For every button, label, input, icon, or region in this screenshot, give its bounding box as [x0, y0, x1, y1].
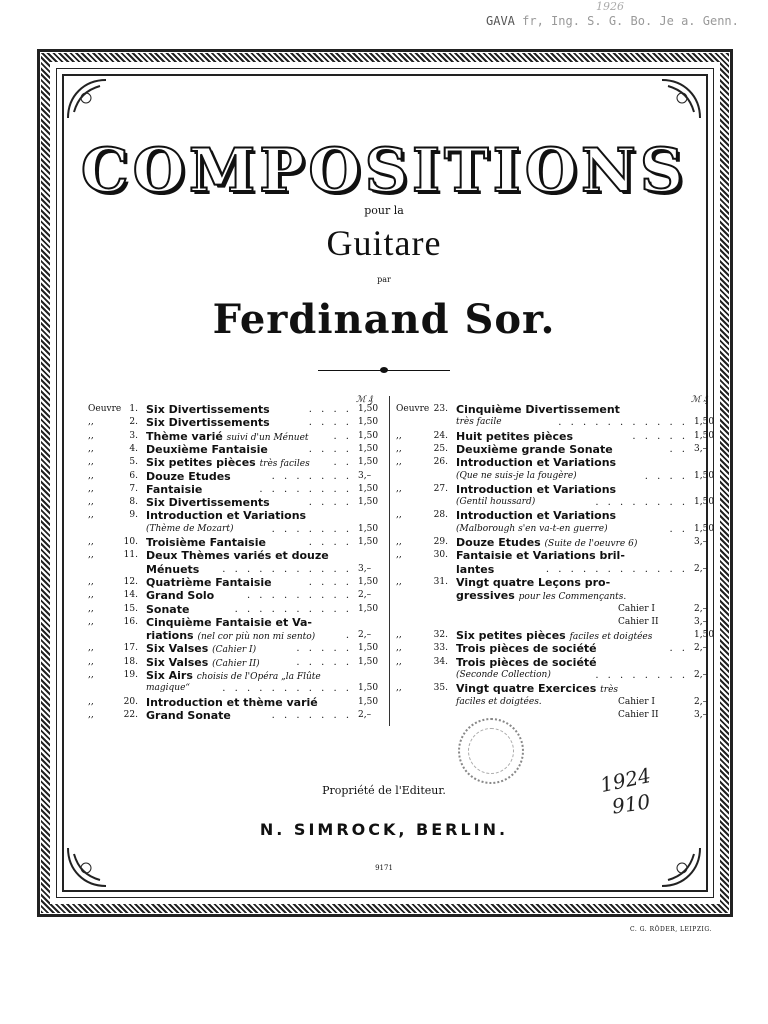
work-title: Introduction et Variations — [456, 482, 617, 496]
opus-number: 5. — [129, 457, 138, 468]
opus-prefix: ,, — [396, 510, 402, 521]
handwritten-number-1: 1924 — [598, 762, 653, 798]
opus-prefix: ,, — [396, 630, 402, 641]
work-title: Thème varié — [146, 429, 223, 443]
opus-prefix: ,, — [88, 709, 94, 720]
work-title: Douze Etudes — [146, 469, 231, 483]
work-title: Introduction et Variations — [456, 456, 617, 470]
work-entry — [88, 656, 384, 669]
work-entry — [396, 603, 712, 616]
opus-number: 12. — [123, 576, 138, 587]
work-entry — [88, 576, 384, 589]
work-entry — [396, 576, 712, 589]
opus-number: 35. — [433, 683, 448, 694]
work-price: 1,50 — [358, 417, 379, 428]
work-entry — [88, 696, 384, 709]
opus-number: 14. — [123, 590, 138, 601]
work-price: 1,50 — [694, 630, 715, 641]
work-price: 3,– — [694, 616, 708, 627]
work-note: choisis de l'Opéra „la Flûte — [196, 672, 321, 682]
opus-number: 15. — [123, 603, 138, 614]
work-entry — [88, 589, 384, 602]
stamp-number: 1926 — [596, 0, 624, 13]
work-price: 1,50 — [358, 443, 379, 454]
work-entry — [88, 616, 384, 629]
work-entry — [396, 656, 712, 669]
work-title: Cinquième Fantaisie et Va- — [146, 615, 312, 629]
work-title: Introduction et thème varié — [146, 695, 318, 709]
work-title: Six Divertissements — [146, 496, 270, 510]
opus-prefix: ,, — [88, 576, 94, 587]
work-title: Six Divertissements — [146, 416, 270, 430]
work-price: 1,50 — [694, 523, 715, 534]
dot-leader: . . . . — [308, 537, 352, 548]
publisher-name: N. SIMROCK, BERLIN. — [259, 820, 509, 839]
work-price: 1,50 — [358, 576, 379, 587]
work-note: (Cahier II) — [212, 658, 260, 669]
dot-leader: . . . . . . . — [271, 709, 352, 721]
work-entry — [396, 709, 712, 722]
work-price: 2,– — [694, 643, 708, 654]
work-title-continued: lantes — [456, 562, 495, 576]
work-entry — [88, 603, 384, 616]
library-seal-inner — [468, 728, 514, 774]
work-entry — [88, 443, 384, 456]
dot-leader: . . . . . . . . . . — [234, 603, 352, 615]
dot-leader: . . . . . . . . . . . — [558, 417, 688, 429]
dot-leader: . . . . — [308, 443, 352, 455]
opus-number: 23. — [433, 404, 448, 414]
work-subtitle: très facile — [456, 417, 502, 428]
dot-leader: . . . . . . . — [271, 523, 352, 535]
work-entry — [396, 483, 712, 496]
work-price: 1,50 — [358, 523, 379, 534]
work-entry — [396, 696, 712, 709]
opus-number: 2. — [129, 417, 138, 428]
opus-prefix: ,, — [88, 603, 94, 614]
opus-number: 22. — [123, 709, 138, 720]
work-entry — [88, 430, 384, 443]
work-title: Introduction et Variations — [456, 509, 617, 523]
opus-prefix: ,, — [88, 696, 94, 707]
opus-prefix: ,, — [396, 683, 402, 694]
opus-prefix: ,, — [396, 537, 402, 547]
column-separator — [389, 396, 390, 726]
dot-leader: . . — [669, 643, 688, 655]
work-price: 2,– — [694, 670, 708, 680]
dot-leader: . . . . . . . . — [595, 497, 688, 509]
work-title: Deuxième grande Sonate — [456, 442, 613, 456]
work-title: Douze Etudes — [456, 536, 541, 549]
opus-prefix: ,, — [88, 430, 94, 441]
dot-leader: . . . . . . . — [271, 470, 352, 482]
work-entry — [88, 536, 384, 549]
dot-leader: . . . . . — [632, 430, 688, 442]
work-entry — [396, 563, 712, 576]
opus-number: 18. — [123, 656, 138, 667]
opus-prefix: ,, — [88, 537, 94, 547]
opus-number: 31. — [433, 576, 448, 587]
ornament-corner-icon — [64, 76, 110, 122]
work-title: Introduction et Variations — [146, 509, 307, 523]
main-title: COMPOSITIONS — [80, 136, 688, 206]
dot-leader: . . — [333, 430, 352, 442]
work-note: suivi d'un Ménuet — [226, 432, 309, 443]
handwritten-number-2: 910 — [610, 789, 652, 819]
work-entry — [396, 443, 712, 456]
work-entry — [396, 470, 715, 483]
opus-number: 29. — [433, 537, 448, 547]
work-entry — [88, 549, 384, 562]
work-entry — [88, 470, 384, 483]
work-note: pour les Commençants. — [518, 592, 627, 603]
work-price: 3,– — [358, 470, 372, 481]
work-entry — [396, 496, 715, 509]
work-title: Six petites pièces — [146, 456, 256, 470]
work-price: 1,50 — [694, 497, 715, 508]
opus-number: 26. — [433, 457, 448, 468]
work-title: Deux Thèmes variés et douze — [146, 549, 329, 563]
work-subtitle: (Gentil houssard) — [456, 497, 536, 508]
work-entry — [396, 669, 712, 682]
opus-number: 8. — [129, 497, 138, 508]
work-title: Six petites pièces — [456, 629, 566, 643]
cahier-label: Cahier II — [618, 616, 659, 627]
library-stamp-top — [486, 14, 739, 28]
work-price: 1,50 — [358, 457, 379, 468]
opus-number: 3. — [129, 430, 138, 441]
work-title: Grand Solo — [146, 589, 215, 603]
work-note: très — [600, 685, 619, 696]
opus-prefix: ,, — [88, 590, 94, 601]
dot-leader: . . . . . . . . — [259, 483, 352, 495]
work-price: 1,50 — [358, 483, 379, 494]
opus-prefix: Oeuvre — [88, 404, 122, 414]
dot-leader: . . . . — [308, 497, 352, 509]
opus-prefix: ,, — [396, 550, 402, 561]
work-price: 2,– — [358, 590, 372, 601]
dot-leader: . . . . . . . . . . . — [222, 563, 352, 575]
work-entry — [396, 589, 712, 602]
opus-number: 27. — [433, 483, 448, 494]
work-title: Trois pièces de société — [456, 642, 597, 656]
work-title: Quatrième Fantaisie — [146, 575, 272, 589]
title-par: par — [377, 275, 391, 284]
opus-prefix: ,, — [88, 550, 94, 561]
work-note: (nel cor più non mi sento) — [197, 632, 316, 643]
opus-prefix: ,, — [396, 443, 402, 454]
work-subtitle: (Thème de Mozart) — [146, 523, 234, 534]
work-title: Sonate — [146, 602, 190, 616]
dot-leader: . . . . — [308, 404, 352, 415]
cahier-label: Cahier I — [618, 603, 655, 614]
work-entry — [88, 416, 384, 429]
work-note: très faciles — [259, 459, 310, 470]
opus-number: 28. — [433, 510, 448, 521]
opus-number: 32. — [433, 630, 448, 641]
work-entry — [396, 416, 715, 429]
work-price: 3,– — [694, 537, 708, 547]
dot-leader: . . — [669, 443, 688, 455]
opus-prefix: Oeuvre — [396, 404, 430, 414]
work-title: Six Divertissements — [146, 403, 270, 416]
opus-number: 33. — [433, 643, 448, 654]
work-price: 1,50 — [358, 430, 379, 441]
work-title: Six Valses — [146, 642, 209, 656]
work-entry — [88, 483, 384, 496]
work-entry — [88, 509, 384, 522]
work-entry — [396, 616, 712, 629]
cahier-label: Cahier II — [618, 709, 659, 720]
work-entry — [88, 709, 384, 722]
work-subtitle: (Que ne suis-je la fougère) — [456, 470, 577, 481]
work-entry — [88, 629, 384, 642]
dot-leader: . . . . . . . . . . . . — [545, 563, 688, 575]
work-entry — [396, 429, 715, 443]
work-title: Huit petites pièces — [456, 429, 573, 443]
work-entry — [88, 403, 384, 416]
work-price: 2,– — [694, 603, 708, 614]
work-price: 2,– — [358, 630, 372, 641]
work-entry — [88, 669, 384, 682]
opus-prefix: ,, — [88, 470, 94, 481]
dot-leader: . . . . . . . . — [595, 670, 688, 681]
work-price: 1,50 — [358, 656, 379, 667]
work-title-continued: Ménuets — [146, 562, 200, 576]
work-entry — [396, 642, 712, 655]
opus-number: 17. — [123, 643, 138, 654]
dot-leader: . . . . — [308, 576, 352, 588]
title-pour: pour la — [364, 204, 404, 217]
opus-number: 1. — [129, 404, 138, 414]
work-title: Grand Sonate — [146, 708, 231, 722]
work-entry — [396, 682, 712, 695]
work-title-continued: riations — [146, 629, 194, 643]
opus-prefix: ,, — [88, 443, 94, 454]
opus-number: 25. — [433, 443, 448, 454]
opus-prefix: ,, — [396, 643, 402, 654]
work-entry — [396, 456, 712, 469]
work-title: Fantaisie — [146, 482, 203, 496]
work-price: 1,50 — [358, 643, 379, 654]
work-price: 1,50 — [694, 470, 715, 481]
opus-number: 20. — [123, 696, 138, 707]
opus-number: 4. — [129, 443, 138, 454]
ornament-corner-icon — [658, 76, 704, 122]
stamp-top-line: GAVA — [486, 14, 515, 28]
work-entry — [88, 563, 384, 576]
work-title: Six Airs — [146, 669, 193, 682]
dot-leader: . . . . . — [296, 656, 352, 668]
work-subtitle: (Malborough s'en va-t-en guerre) — [456, 523, 608, 534]
work-title: Six Valses — [146, 655, 209, 669]
work-entry — [396, 629, 715, 643]
opus-number: 24. — [433, 430, 448, 441]
opus-prefix: ,, — [88, 483, 94, 494]
work-price: 1,50 — [358, 404, 379, 414]
work-price: 1,50 — [694, 417, 715, 428]
work-entry — [396, 523, 715, 536]
work-entry — [88, 456, 384, 469]
opus-number: 6. — [129, 470, 138, 481]
plate-number: 9171 — [375, 864, 393, 872]
work-price: 2,– — [358, 709, 372, 720]
opus-number: 19. — [123, 670, 138, 680]
work-entry — [88, 642, 384, 655]
work-price: 1,50 — [358, 683, 379, 694]
work-price: 1,50 — [358, 696, 379, 707]
work-title: Deuxième Fantaisie — [146, 442, 268, 456]
opus-prefix: ,, — [88, 643, 94, 654]
work-title: Troisième Fantaisie — [146, 536, 266, 549]
opus-prefix: ,, — [396, 483, 402, 494]
stamp-top-rest: fr, Ing. S. G. Bo. Je a. Genn. — [522, 14, 739, 28]
work-price: 3,– — [694, 709, 708, 720]
work-entry — [396, 509, 712, 522]
work-price: 2,– — [694, 696, 708, 707]
work-title: Vingt quatre Exercices — [456, 682, 597, 696]
work-note: (Suite de l'oeuvre 6) — [544, 539, 638, 549]
work-subtitle: magique“ — [146, 683, 191, 694]
opus-prefix: ,, — [396, 430, 402, 441]
opus-prefix: ,, — [88, 510, 94, 521]
opus-number: 7. — [129, 483, 138, 494]
composer-name: Ferdinand Sor. — [212, 296, 556, 343]
work-title: Trois pièces de société — [456, 655, 597, 669]
opus-prefix: ,, — [396, 656, 402, 667]
work-price: 3,– — [358, 563, 372, 574]
work-title: Cinquième Divertissement — [456, 403, 620, 416]
dot-leader: . . . . — [644, 470, 688, 482]
dot-leader: . . . . . . . . . — [246, 590, 352, 602]
work-entry — [88, 496, 384, 509]
work-subtitle: faciles et doigtées. — [456, 696, 542, 707]
instrument-title: Guitare — [326, 223, 442, 263]
opus-prefix: ,, — [88, 616, 94, 627]
work-price: 2,– — [694, 563, 708, 574]
opus-number: 30. — [433, 550, 448, 561]
opus-number: 34. — [433, 656, 448, 667]
work-note: (Cahier I) — [212, 645, 257, 656]
opus-prefix: ,, — [88, 670, 94, 680]
dot-leader: . . . . — [308, 417, 352, 429]
dot-leader: . . . . . — [296, 643, 352, 655]
dot-leader: . . — [333, 457, 352, 469]
work-entry — [396, 549, 712, 562]
opus-number: 10. — [123, 537, 138, 547]
work-title-continued: gressives — [456, 589, 515, 603]
opus-number: 11. — [123, 550, 138, 561]
divider-ornament — [380, 367, 388, 373]
work-price: 3,– — [694, 443, 708, 454]
work-price: 1,50 — [694, 430, 715, 441]
work-entry — [396, 403, 712, 416]
printer-credit: C. G. RÖDER, LEIPZIG. — [630, 926, 712, 933]
work-price: 1,50 — [358, 497, 379, 508]
dot-leader: . . — [669, 523, 688, 535]
dot-leader: . — [345, 630, 352, 642]
opus-prefix: ,, — [88, 656, 94, 667]
dot-leader: . . . . . . . . . . . — [222, 683, 352, 695]
price-mark-left: ℳ ₰ — [356, 395, 373, 405]
work-entry — [88, 682, 384, 695]
work-price: 1,50 — [358, 537, 379, 547]
opus-prefix: ,, — [88, 457, 94, 468]
work-title: Fantaisie et Variations bril- — [456, 549, 625, 563]
opus-number: 16. — [123, 616, 138, 627]
work-entry — [396, 536, 712, 549]
opus-number: 9. — [129, 510, 138, 521]
work-title: Vingt quatre Leçons pro- — [456, 575, 611, 589]
opus-prefix: ,, — [88, 417, 94, 428]
work-entry — [88, 523, 384, 536]
opus-prefix: ,, — [396, 576, 402, 587]
ownership-note: Propriété de l'Editeur. — [322, 784, 446, 797]
opus-prefix: ,, — [396, 457, 402, 468]
price-mark-right: ℳ ₰ — [691, 395, 708, 405]
work-subtitle: (Seconde Collection) — [456, 670, 551, 680]
work-note: faciles et doigtées — [569, 632, 653, 643]
opus-prefix: ,, — [88, 497, 94, 508]
work-price: 1,50 — [358, 603, 379, 614]
cahier-label: Cahier I — [618, 696, 655, 707]
